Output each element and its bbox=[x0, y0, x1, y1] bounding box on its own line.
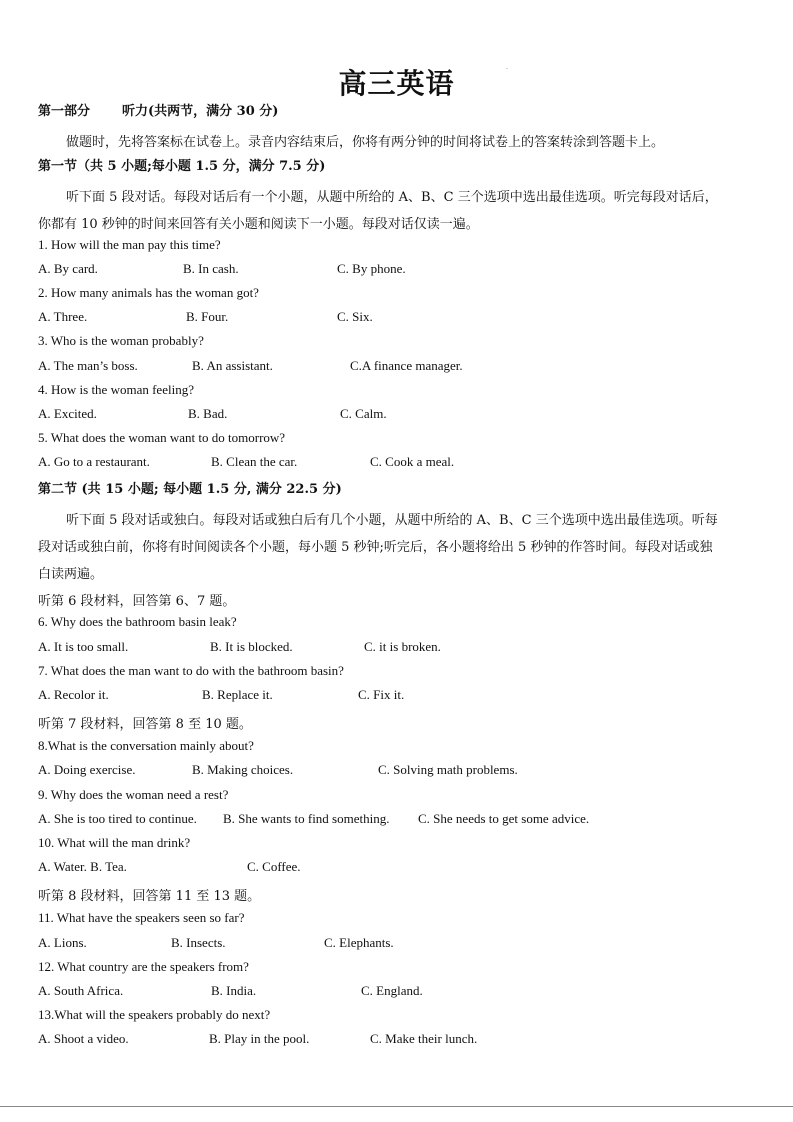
q8-option-a: A. Doing exercise. bbox=[38, 762, 136, 777]
section1-header: 第一节（共 5 小题;每小题 1.5 分，满分 7.5 分) bbox=[38, 159, 326, 174]
q1-option-c: C. By phone. bbox=[337, 261, 406, 276]
section1-intro-line1: 听下面 5 段对话。每段对话后有一个小题，从题中所给的 A、B、C 三个选项中选出最佳选项。听完每段对话后， bbox=[66, 190, 718, 205]
q3-option-c: C.A finance manager. bbox=[350, 358, 463, 373]
q13-option-a: A. Shoot a video. bbox=[38, 1031, 129, 1046]
q11-option-c: C. Elephants. bbox=[324, 935, 394, 950]
q11-option-a: A. Lions. bbox=[38, 935, 87, 950]
question-3: 3. Who is the woman probably? bbox=[38, 333, 204, 348]
question-4: 4. How is the woman feeling? bbox=[38, 382, 194, 397]
section1-intro-line2: 你都有 10 秒钟的时间来回答有关小题和阅读下一小题。每段对话仅读一遍。 bbox=[38, 217, 479, 232]
q12-option-b: B. India. bbox=[211, 983, 257, 998]
material-6-instruction: 听第 6 段材料，回答第 6、7 题。 bbox=[38, 594, 236, 609]
q6-option-c: C. it is broken. bbox=[364, 639, 441, 654]
q3-option-a: A. The man’s boss. bbox=[38, 358, 138, 373]
question-2: 2. How many animals has the woman got? bbox=[38, 285, 259, 300]
q4-option-b: B. Bad. bbox=[188, 406, 228, 421]
q1-option-b: B. In cash. bbox=[183, 261, 239, 276]
part1-label: 第一部分 bbox=[38, 104, 91, 119]
q7-option-a: A. Recolor it. bbox=[38, 687, 109, 702]
question-8: 8.What is the conversation mainly about? bbox=[38, 738, 254, 753]
question-13: 13.What will the speakers probably do next? bbox=[38, 1007, 271, 1022]
q1-option-a: A. By card. bbox=[38, 261, 98, 276]
q11-option-b: B. Insects. bbox=[171, 935, 226, 950]
q8-option-c: C. Solving math problems. bbox=[378, 762, 518, 777]
q13-option-c: C. Make their lunch. bbox=[370, 1031, 478, 1046]
q5-option-b: B. Clean the car. bbox=[211, 454, 298, 469]
q3-option-b: B. An assistant. bbox=[192, 358, 273, 373]
q5-option-a: A. Go to a restaurant. bbox=[38, 454, 150, 469]
question-11: 11. What have the speakers seen so far? bbox=[38, 910, 245, 925]
material-7-instruction: 听第 7 段材料，回答第 8 至 10 题。 bbox=[38, 717, 252, 732]
section2-intro-line2: 段对话或独白前，你将有时间阅读各个小题，每小题 5 秒钟;听完后，各小题将给出 5 秒钟的作答时间。每段对话或独 bbox=[38, 540, 713, 555]
q2-option-c: C. Six. bbox=[337, 309, 373, 324]
part1-name: 听力(共两节，满分 30 分) bbox=[122, 104, 279, 119]
q10-option-c: C. Coffee. bbox=[247, 859, 301, 874]
section2-intro-line3: 白读两遍。 bbox=[38, 567, 104, 582]
q9-option-b: B. She wants to find something. bbox=[223, 811, 390, 826]
q2-option-b: B. Four. bbox=[186, 309, 229, 324]
page-title: 高三英语 bbox=[338, 67, 455, 100]
q9-option-c: C. She needs to get some advice. bbox=[418, 811, 590, 826]
page-bottom-divider bbox=[0, 1106, 793, 1107]
general-instruction: 做题时，先将答案标在试卷上。录音内容结束后，你将有两分钟的时间将试卷上的答案转涂到答题卡上。 bbox=[66, 135, 665, 150]
question-7: 7. What does the man want to do with the bathroom basin? bbox=[38, 663, 344, 678]
q7-option-c: C. Fix it. bbox=[358, 687, 405, 702]
q10-option-ab: A. Water. B. Tea. bbox=[38, 859, 127, 874]
question-6: 6. Why does the bathroom basin leak? bbox=[38, 614, 237, 629]
q6-option-b: B. It is blocked. bbox=[210, 639, 293, 654]
q4-option-a: A. Excited. bbox=[38, 406, 97, 421]
q2-option-a: A. Three. bbox=[38, 309, 88, 324]
q4-option-c: C. Calm. bbox=[340, 406, 387, 421]
q8-option-b: B. Making choices. bbox=[192, 762, 294, 777]
q12-option-a: A. South Africa. bbox=[38, 983, 124, 998]
question-10: 10. What will the man drink? bbox=[38, 835, 191, 850]
q13-option-b: B. Play in the pool. bbox=[209, 1031, 310, 1046]
q6-option-a: A. It is too small. bbox=[38, 639, 129, 654]
question-1: 1. How will the man pay this time? bbox=[38, 237, 221, 252]
q12-option-c: C. England. bbox=[361, 983, 423, 998]
section2-header: 第二节 (共 15 小题; 每小题 1.5 分, 满分 22.5 分) bbox=[38, 482, 342, 497]
question-12: 12. What country are the speakers from? bbox=[38, 959, 249, 974]
question-5: 5. What does the woman want to do tomorrow? bbox=[38, 430, 286, 445]
q9-option-a: A. She is too tired to continue. bbox=[38, 811, 197, 826]
question-9: 9. Why does the woman need a rest? bbox=[38, 787, 229, 802]
q5-option-c: C. Cook a meal. bbox=[370, 454, 455, 469]
section2-intro-line1: 听下面 5 段对话或独白。每段对话或独白后有几个小题，从题中所给的 A、B、C 三个选项中选出最佳选项。听每 bbox=[66, 513, 718, 528]
material-8-instruction: 听第 8 段材料，回答第 11 至 13 题。 bbox=[38, 889, 261, 904]
title-mark: · bbox=[506, 66, 508, 73]
q7-option-b: B. Replace it. bbox=[202, 687, 273, 702]
